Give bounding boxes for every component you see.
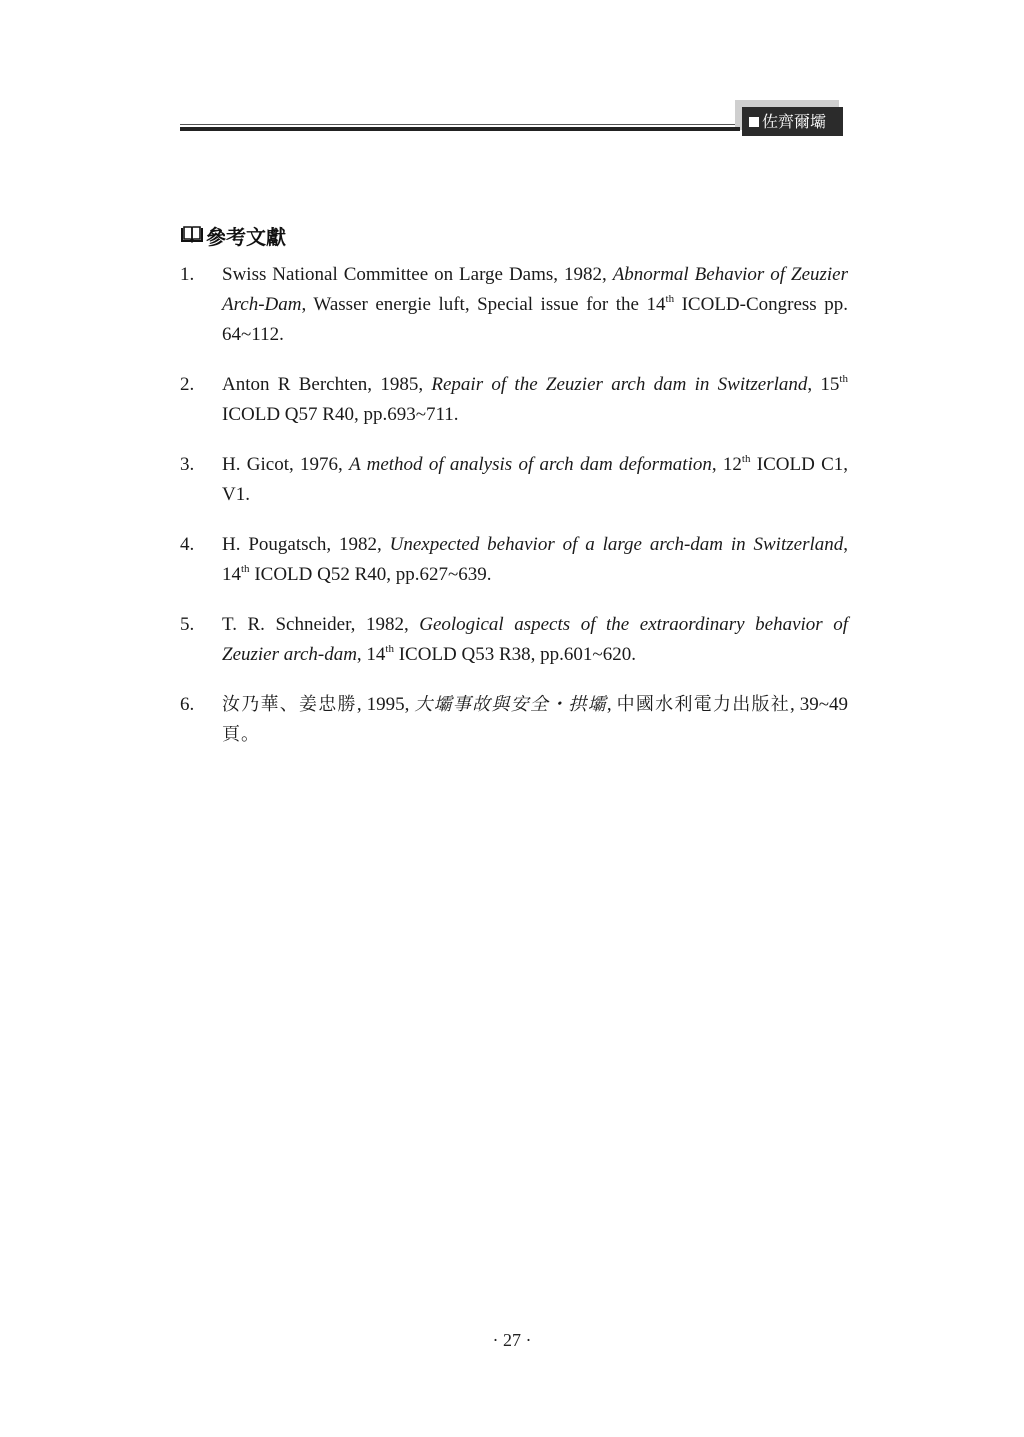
reference-number: 5. xyxy=(180,614,195,635)
reference-authors: Anton R Berchten, 1985, xyxy=(222,374,432,395)
reference-item xyxy=(180,450,848,510)
reference-number: 4. xyxy=(180,534,195,555)
reference-list xyxy=(180,260,848,770)
reference-separator: , xyxy=(606,694,617,715)
reference-details: ICOLD Q57 R40, pp.693~711. xyxy=(222,404,459,425)
reference-details: ICOLD Q53 R38, pp.601~620. xyxy=(393,644,636,665)
page-number: · 27 · xyxy=(492,1330,532,1350)
reference-pages: , 39~49 xyxy=(790,694,849,715)
reference-source: , 12 xyxy=(711,454,742,475)
reference-item xyxy=(180,610,848,670)
reference-ordinal-suffix: th xyxy=(241,563,250,575)
reference-authors: T. R. Schneider, 1982, xyxy=(222,614,420,635)
square-bullet-icon xyxy=(749,117,759,127)
reference-details: ICOLD Q52 R40, pp.627~639. xyxy=(249,564,492,585)
reference-number: 3. xyxy=(180,454,195,475)
reference-authors: H. Pougatsch, 1982, xyxy=(222,534,390,555)
reference-ordinal-suffix: th xyxy=(665,293,675,305)
reference-title: Abnormal Behavior of Zeuzier Arch-Dam xyxy=(222,264,848,315)
header-rule-thin xyxy=(180,124,735,125)
reference-number: 6. xyxy=(180,694,195,715)
section-title: 參考文獻 xyxy=(206,224,286,249)
reference-pages-unit: 頁。 xyxy=(222,724,260,745)
reference-title: A method of analysis of arch dam deformation xyxy=(349,454,712,475)
reference-source: , Wasser energie luft, Special issue for the 14 xyxy=(301,294,666,315)
reference-item xyxy=(180,690,848,750)
reference-source: , 15 xyxy=(807,374,840,395)
header-chapter-label: 佐齊爾壩 xyxy=(762,112,827,131)
reference-details: ICOLD C1, V1. xyxy=(222,454,849,505)
reference-details: ICOLD-Congress pp. 64~112. xyxy=(222,294,848,345)
reference-ordinal-suffix: th xyxy=(741,453,751,465)
reference-authors: Swiss National Committee on Large Dams, 1982, xyxy=(222,264,613,285)
reference-source: , 14 xyxy=(356,644,386,665)
reference-number: 2. xyxy=(180,374,195,395)
reference-title: Unexpected behavior of a large arch-dam in Switzerland xyxy=(389,534,844,555)
reference-title: Repair of the Zeuzier arch dam in Switzerland xyxy=(431,374,808,395)
reference-number: 1. xyxy=(180,264,195,285)
reference-publisher: 中國水利電力出版社 xyxy=(616,694,790,715)
reference-ordinal-suffix: th xyxy=(839,373,848,385)
header-chapter-tag xyxy=(742,107,843,136)
reference-title: Geological aspects of the extraordinary behavior of Zeuzier arch-dam xyxy=(222,614,848,665)
section-heading xyxy=(180,222,286,248)
reference-title: 大壩事故與安全・拱壩 xyxy=(414,694,607,715)
reference-authors: H. Gicot, 1976, xyxy=(222,454,350,475)
reference-authors: 汝乃華、姜忠勝 xyxy=(222,694,357,715)
reference-item xyxy=(180,370,848,430)
reference-source: , 14 xyxy=(222,534,848,585)
reference-year: , 1995, xyxy=(356,694,415,715)
reference-item xyxy=(180,260,848,350)
open-book-icon xyxy=(180,225,204,245)
reference-ordinal-suffix: th xyxy=(385,643,394,655)
header-rule-thick xyxy=(180,127,740,131)
reference-item xyxy=(180,530,848,590)
